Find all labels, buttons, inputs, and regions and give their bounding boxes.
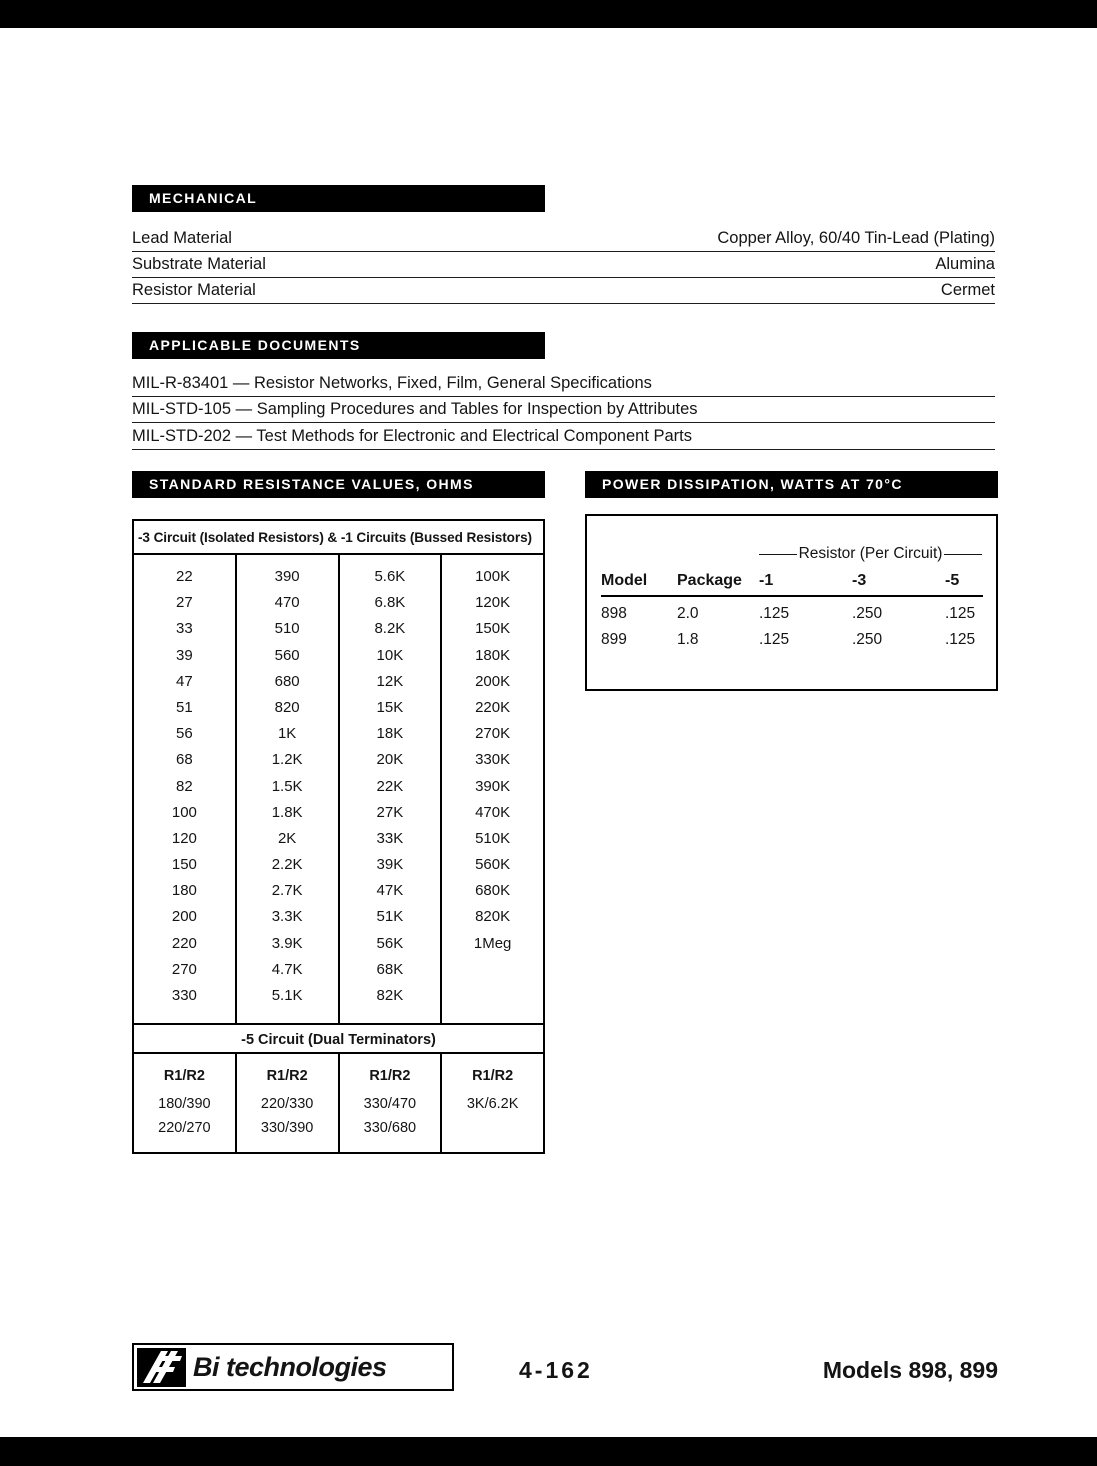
power-table — [585, 514, 998, 691]
page-number: 4-162 — [519, 1357, 593, 1383]
resistance-value: 100K — [475, 568, 511, 585]
resistance-value: 82K — [376, 987, 404, 1004]
dual-value: 330/680 — [363, 1120, 417, 1137]
dual-column-header: R1/R2 — [163, 1068, 205, 1085]
applicable-documents-section-header — [132, 332, 545, 359]
dual-value: 220/270 — [158, 1120, 211, 1137]
bi-technologies-logo — [132, 1343, 454, 1391]
resistance-value: 1.2K — [271, 751, 303, 769]
power-section-title: POWER DISSIPATION, WATTS AT 70°C — [602, 476, 903, 492]
resistance-value: 8.2K — [374, 620, 406, 638]
resistance-value: 10K — [376, 646, 404, 664]
resistance-value: 4.7K — [271, 960, 303, 978]
resistance-value: 27K — [376, 803, 404, 821]
resistance-section-title: STANDARD RESISTANCE VALUES, OHMS — [149, 476, 474, 492]
resistance-value: 270K — [475, 725, 511, 743]
dual-column-header: R1/R2 — [266, 1068, 308, 1085]
resistance-value: 1.5K — [271, 777, 303, 795]
resistance-value: 33K — [376, 829, 404, 847]
power-table-grid — [601, 570, 982, 649]
dual-column — [340, 1054, 443, 1152]
resistance-value: 39K — [376, 856, 404, 874]
resistance-value: 47K — [376, 882, 404, 900]
dual-value: 330/390 — [260, 1120, 314, 1137]
dual-column — [134, 1054, 237, 1152]
resistance-value: 100 — [171, 803, 197, 821]
dual-value — [442, 1116, 543, 1140]
resistance-value: 22K — [376, 777, 404, 795]
resistance-value: 56K — [376, 934, 404, 952]
resistance-value: 180K — [475, 646, 511, 664]
resistance-value: 680 — [274, 672, 300, 690]
mechanical-section-header — [132, 185, 545, 212]
resistance-value: 5.1K — [271, 987, 303, 1004]
resistor-per-circuit-label: Resistor (Per Circuit) — [798, 545, 943, 562]
spec-value: Cermet — [940, 281, 995, 299]
resistance-value: 820 — [274, 698, 300, 716]
spec-label: Resistor Material — [132, 281, 256, 299]
resistance-value: 3.3K — [271, 908, 303, 926]
resistance-value: 6.8K — [374, 594, 406, 612]
resistance-value — [442, 957, 543, 983]
resistance-value: 120 — [171, 829, 197, 847]
resistance-value: 1K — [277, 725, 297, 743]
resistance-value: 200 — [171, 908, 197, 926]
dual-value: 3K/6.2K — [466, 1096, 519, 1113]
resistance-value: 20K — [376, 751, 404, 769]
resistance-value: 2.2K — [271, 856, 303, 874]
dual-terminators-title: -5 Circuit (Dual Terminators) — [134, 1023, 543, 1054]
power-cell: .125 — [759, 605, 790, 622]
power-column-header: Package — [677, 570, 759, 597]
resistance-value: 390 — [274, 568, 300, 585]
spec-value: Alumina — [935, 255, 995, 273]
power-cell: 1.8 — [677, 631, 699, 648]
dual-value: 180/390 — [158, 1096, 211, 1113]
resistance-value: 5.6K — [374, 568, 406, 585]
resistance-value: 3.9K — [271, 934, 303, 952]
resistance-column — [340, 555, 443, 1023]
resistance-value: 27 — [176, 594, 193, 612]
power-section-header — [585, 471, 998, 498]
resistance-value: 180 — [171, 882, 197, 900]
resistance-value: 220 — [171, 934, 197, 952]
resistance-value: 560 — [274, 646, 300, 664]
power-cell: .250 — [852, 631, 883, 648]
resistance-value: 200K — [475, 672, 511, 690]
resistance-value: 390K — [475, 777, 511, 795]
bi-logo-icon — [137, 1348, 186, 1387]
dual-column — [237, 1054, 340, 1152]
resistance-column — [442, 555, 543, 1023]
spec-label: Substrate Material — [132, 255, 266, 273]
models-label: Models 898, 899 — [822, 1357, 998, 1383]
resistance-value: 15K — [376, 698, 404, 716]
resistance-value: 220K — [475, 698, 511, 716]
resistance-value: 2.7K — [271, 882, 303, 900]
resistance-value: 330K — [475, 751, 511, 769]
dash-line-left — [759, 554, 797, 555]
spec-row — [132, 252, 995, 278]
resistance-value: 18K — [376, 725, 404, 743]
mechanical-title: MECHANICAL — [149, 190, 258, 206]
power-cell: .125 — [945, 605, 976, 622]
resistance-value: 33 — [176, 620, 193, 638]
resistance-value: 820K — [475, 908, 511, 926]
power-column-header: -1 — [759, 570, 852, 597]
spec-row — [132, 226, 995, 252]
applicable-documents-title: APPLICABLE DOCUMENTS — [149, 337, 361, 353]
resistor-per-circuit-header — [759, 540, 982, 568]
dual-column — [442, 1054, 543, 1152]
resistance-value — [442, 983, 543, 1009]
resistance-table-title: -3 Circuit (Isolated Resistors) & -1 Circuits (Bussed Resistors) — [134, 521, 543, 555]
resistance-value: 680K — [475, 882, 511, 900]
top-edge-bar — [0, 0, 1097, 28]
resistance-value: 82 — [176, 777, 193, 795]
power-cell: 899 — [601, 631, 627, 648]
resistance-value: 470K — [475, 803, 511, 821]
power-column-header: -3 — [852, 570, 945, 597]
documents-list — [132, 370, 995, 450]
resistance-value: 510K — [475, 829, 511, 847]
bottom-edge-bar — [0, 1437, 1097, 1466]
resistance-value: 56 — [176, 725, 193, 743]
resistance-value: 2K — [277, 829, 297, 847]
resistance-value: 51K — [376, 908, 404, 926]
dash-line-right — [944, 554, 982, 555]
resistance-table — [132, 519, 545, 1154]
resistance-value: 150 — [171, 856, 197, 874]
mechanical-rows — [132, 226, 995, 304]
resistance-value: 510 — [274, 620, 300, 638]
resistance-value: 1.8K — [271, 803, 303, 821]
power-cell: .125 — [759, 631, 790, 648]
resistance-value: 1Meg — [473, 934, 512, 952]
spec-row — [132, 278, 995, 304]
dual-value: 220/330 — [260, 1096, 314, 1113]
power-cell: 2.0 — [677, 605, 699, 622]
resistance-grid — [134, 555, 543, 1023]
power-cell: 898 — [601, 605, 627, 622]
resistance-value: 47 — [176, 672, 193, 690]
bi-logo-glyph — [141, 1350, 183, 1384]
spec-label: Lead Material — [132, 229, 232, 247]
resistance-value: 150K — [475, 620, 511, 638]
power-column-header: -5 — [945, 570, 983, 597]
resistance-value: 68 — [176, 751, 193, 769]
resistance-value: 470 — [274, 594, 300, 612]
resistance-section-header — [132, 471, 545, 498]
resistance-column — [237, 555, 340, 1023]
power-cell: .125 — [945, 631, 976, 648]
resistance-value: 51 — [176, 698, 193, 716]
dual-column-header: R1/R2 — [472, 1068, 514, 1085]
resistance-value: 39 — [176, 646, 193, 664]
resistance-value: 68K — [376, 960, 404, 978]
document-item: MIL-R-83401 — Resistor Networks, Fixed, Film, General Specifications — [132, 370, 995, 397]
logo-text: Bi technologies — [193, 1351, 387, 1382]
resistance-value: 22 — [176, 568, 193, 585]
document-item: MIL-STD-202 — Test Methods for Electronic and Electrical Component Parts — [132, 423, 995, 450]
resistance-value: 330 — [171, 987, 197, 1004]
resistance-value: 270 — [171, 960, 197, 978]
resistance-value: 560K — [475, 856, 511, 874]
dual-column-header: R1/R2 — [369, 1068, 411, 1085]
power-cell: .250 — [852, 605, 883, 622]
document-item: MIL-STD-105 — Sampling Procedures and Tables for Inspection by Attributes — [132, 397, 995, 424]
dual-grid — [134, 1054, 543, 1152]
resistance-column — [134, 555, 237, 1023]
power-column-header: Model — [601, 570, 677, 597]
spec-value: Copper Alloy, 60/40 Tin-Lead (Plating) — [717, 229, 995, 247]
resistance-value: 12K — [376, 672, 404, 690]
dual-value: 330/470 — [363, 1096, 417, 1113]
resistance-value: 120K — [475, 594, 511, 612]
